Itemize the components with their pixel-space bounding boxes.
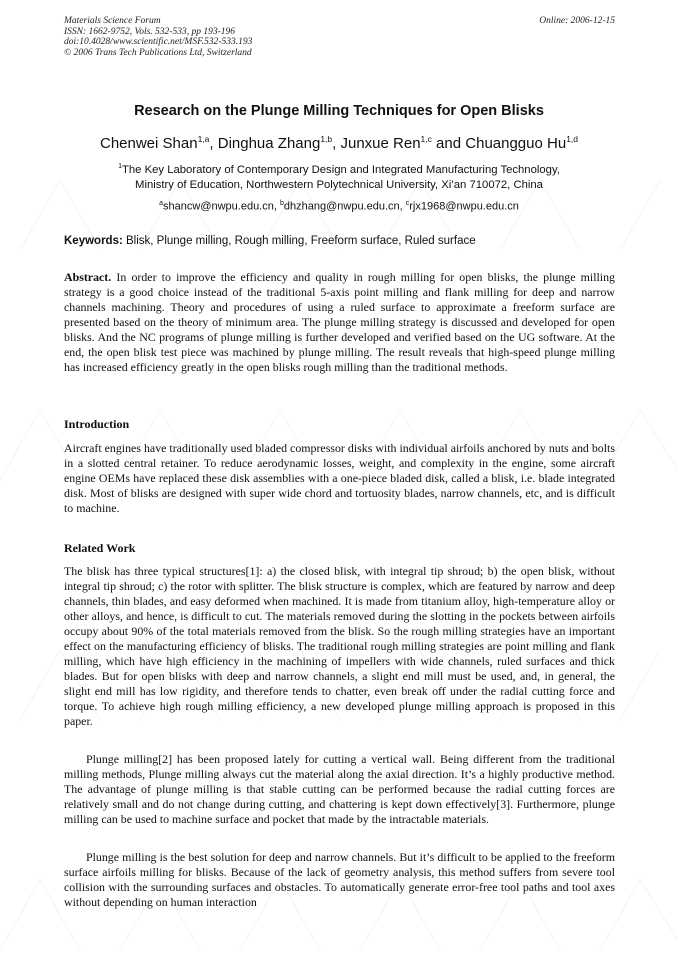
- affiliation-line-2: Ministry of Education, Northwestern Polytechnical University, Xi’an 710072, China: [135, 179, 543, 191]
- affiliation-text: The Key Laboratory of Contemporary Design and Integrated Manufacturing Technology,: [121, 163, 560, 176]
- author-separator: and: [431, 135, 466, 152]
- keywords-label: Keywords:: [64, 235, 123, 247]
- email-address[interactable]: rjx1968@nwpu.edu.cn: [409, 200, 519, 213]
- affiliation-line-1: [0, 163, 678, 176]
- doi-line: doi:10.4028/www.scientific.net/MSF.532-533.193: [64, 37, 253, 47]
- copyright-line: © 2006 Trans Tech Publications Ltd, Switzerland: [64, 47, 252, 58]
- journal-name: Materials Science Forum: [64, 16, 161, 26]
- author-separator: ,: [332, 135, 341, 152]
- affiliation-mark: 1: [118, 163, 122, 170]
- author-name: Chuangguo Hu: [465, 135, 567, 152]
- journal-header: [64, 16, 252, 58]
- email-address[interactable]: dhzhang@nwpu.edu.cn,: [283, 200, 406, 213]
- issn-line: ISSN: 1662-9752, Vols. 532-533, pp 193-196: [64, 26, 235, 37]
- email-list: [0, 200, 678, 213]
- email-address[interactable]: shancw@nwpu.edu.cn,: [163, 200, 280, 213]
- related-work-paragraph-3: Plunge milling is the best solution for deep and narrow channels. But it’s difficult to be applied to the freeform surface airfoils milling for blisks. Because of the lack of geometry analysis, this method suffers from severe tool collision with the surrounding surfaces and obstacles. To automatically generate error-free tool paths and tool axes without depending on human interaction: [64, 850, 615, 910]
- author-affiliation-mark: 1,a: [197, 134, 210, 144]
- author-affiliation-mark: 1,d: [566, 134, 579, 144]
- author-name: Junxue Ren: [340, 135, 421, 152]
- author-name: Dinghua Zhang: [217, 135, 321, 152]
- related-work-paragraph-2: Plunge milling[2] has been proposed lately for cutting a vertical wall. Being different from the traditional milling methods, Plunge milling always cut the material along the axial direction. It’s a highly productive method. The advantage of plunge milling is that stable cutting can be performed because the radial cutting forces are relatively small and do not change during cutting, and chattering is kept down effectively[3]. Furthermore, plunge milling can be used to machine surface and pocket that made by the intractable materials.: [64, 752, 615, 827]
- email-mark: c: [405, 200, 410, 207]
- introduction-paragraph: Aircraft engines have traditionally used bladed compressor disks with individual airfoils anchored by nuts and bolts in a slotted central retainer. To reduce aerodynamic losses, weight, and complexity in the engine, some aircraft engine OEMs have replaced these disk assemblies with a one-piece bladed disk, called a blisk, i.e. blade integrated disk. Most of blisks are designed with super wide chord and tortuosity blades, narrow channels, etc, and is difficult to machine.: [64, 441, 615, 516]
- related-work-paragraph-1: The blisk has three typical structures[1]: a) the closed blisk, with integral tip shroud; b) the open blisk, without integral tip shroud; c) the rotor with splitter. The blisk structure is complex, which are featured by narrow and deep channels, thin blades, and easy deformed when machined. It is made from titanium alloy, high-temperature alloy or other alloys, and hence, is difficult to cut. The materials removed during the slotting in the pockets between airfoils occupy about 90% of the total materials removed from the blisk. So the rough milling strategies have an important effect on the manufacturing efficiency of blisks. The traditional rough milling strategies are point milling and flank milling, which have high efficiency in the machining of impellers with wide channels, ruled surfaces and thick blades. But for open blisks with deep and narrow channels, a slight end mill must be used, and, in general, the slight end mill has low rigidity, and therefore tends to chatter, even break off under the radial cutting force and torque. To achieve high rough milling efficiency, a new developed plunge milling approach is proposed in this paper.: [64, 564, 615, 729]
- keywords-text: Blisk, Plunge milling, Rough milling, Freeform surface, Ruled surface: [122, 235, 476, 247]
- email-mark: b: [279, 200, 284, 207]
- author-affiliation-mark: 1,c: [420, 134, 432, 144]
- section-heading-related-work: Related Work: [64, 541, 136, 555]
- online-date: Online: 2006-12-15: [539, 16, 615, 26]
- keywords: [64, 235, 476, 247]
- author-name: Chenwei Shan: [99, 135, 198, 152]
- paper-title: Research on the Plunge Milling Techniques for Open Blisks: [134, 103, 544, 119]
- abstract-text: In order to improve the efficiency and quality in rough milling for open blisks, the plunge milling strategy is a good choice instead of the traditional 5-axis point milling and flank milling for deep and narrow channels machining. Theory and procedures of using a ruled surface to approximate a freeform surface are presented based on the theory of minimum area. The plunge milling strategy is discussed and developed for open blisks. And the NC programs of plunge milling is further developed and verified based on the UG software. At the end, the open blisk test piece was machined by plunge milling. The result reveals that high-speed plunge milling has increased efficiency greatly in the open blisks rough milling than the traditional methods.: [64, 270, 615, 375]
- author-separator: ,: [209, 135, 218, 152]
- abstract: [64, 270, 615, 375]
- section-heading-introduction: Introduction: [64, 417, 130, 431]
- abstract-label: Abstract.: [64, 270, 112, 284]
- author-affiliation-mark: 1,b: [320, 134, 333, 144]
- author-list: [0, 134, 678, 152]
- email-mark: a: [159, 200, 164, 207]
